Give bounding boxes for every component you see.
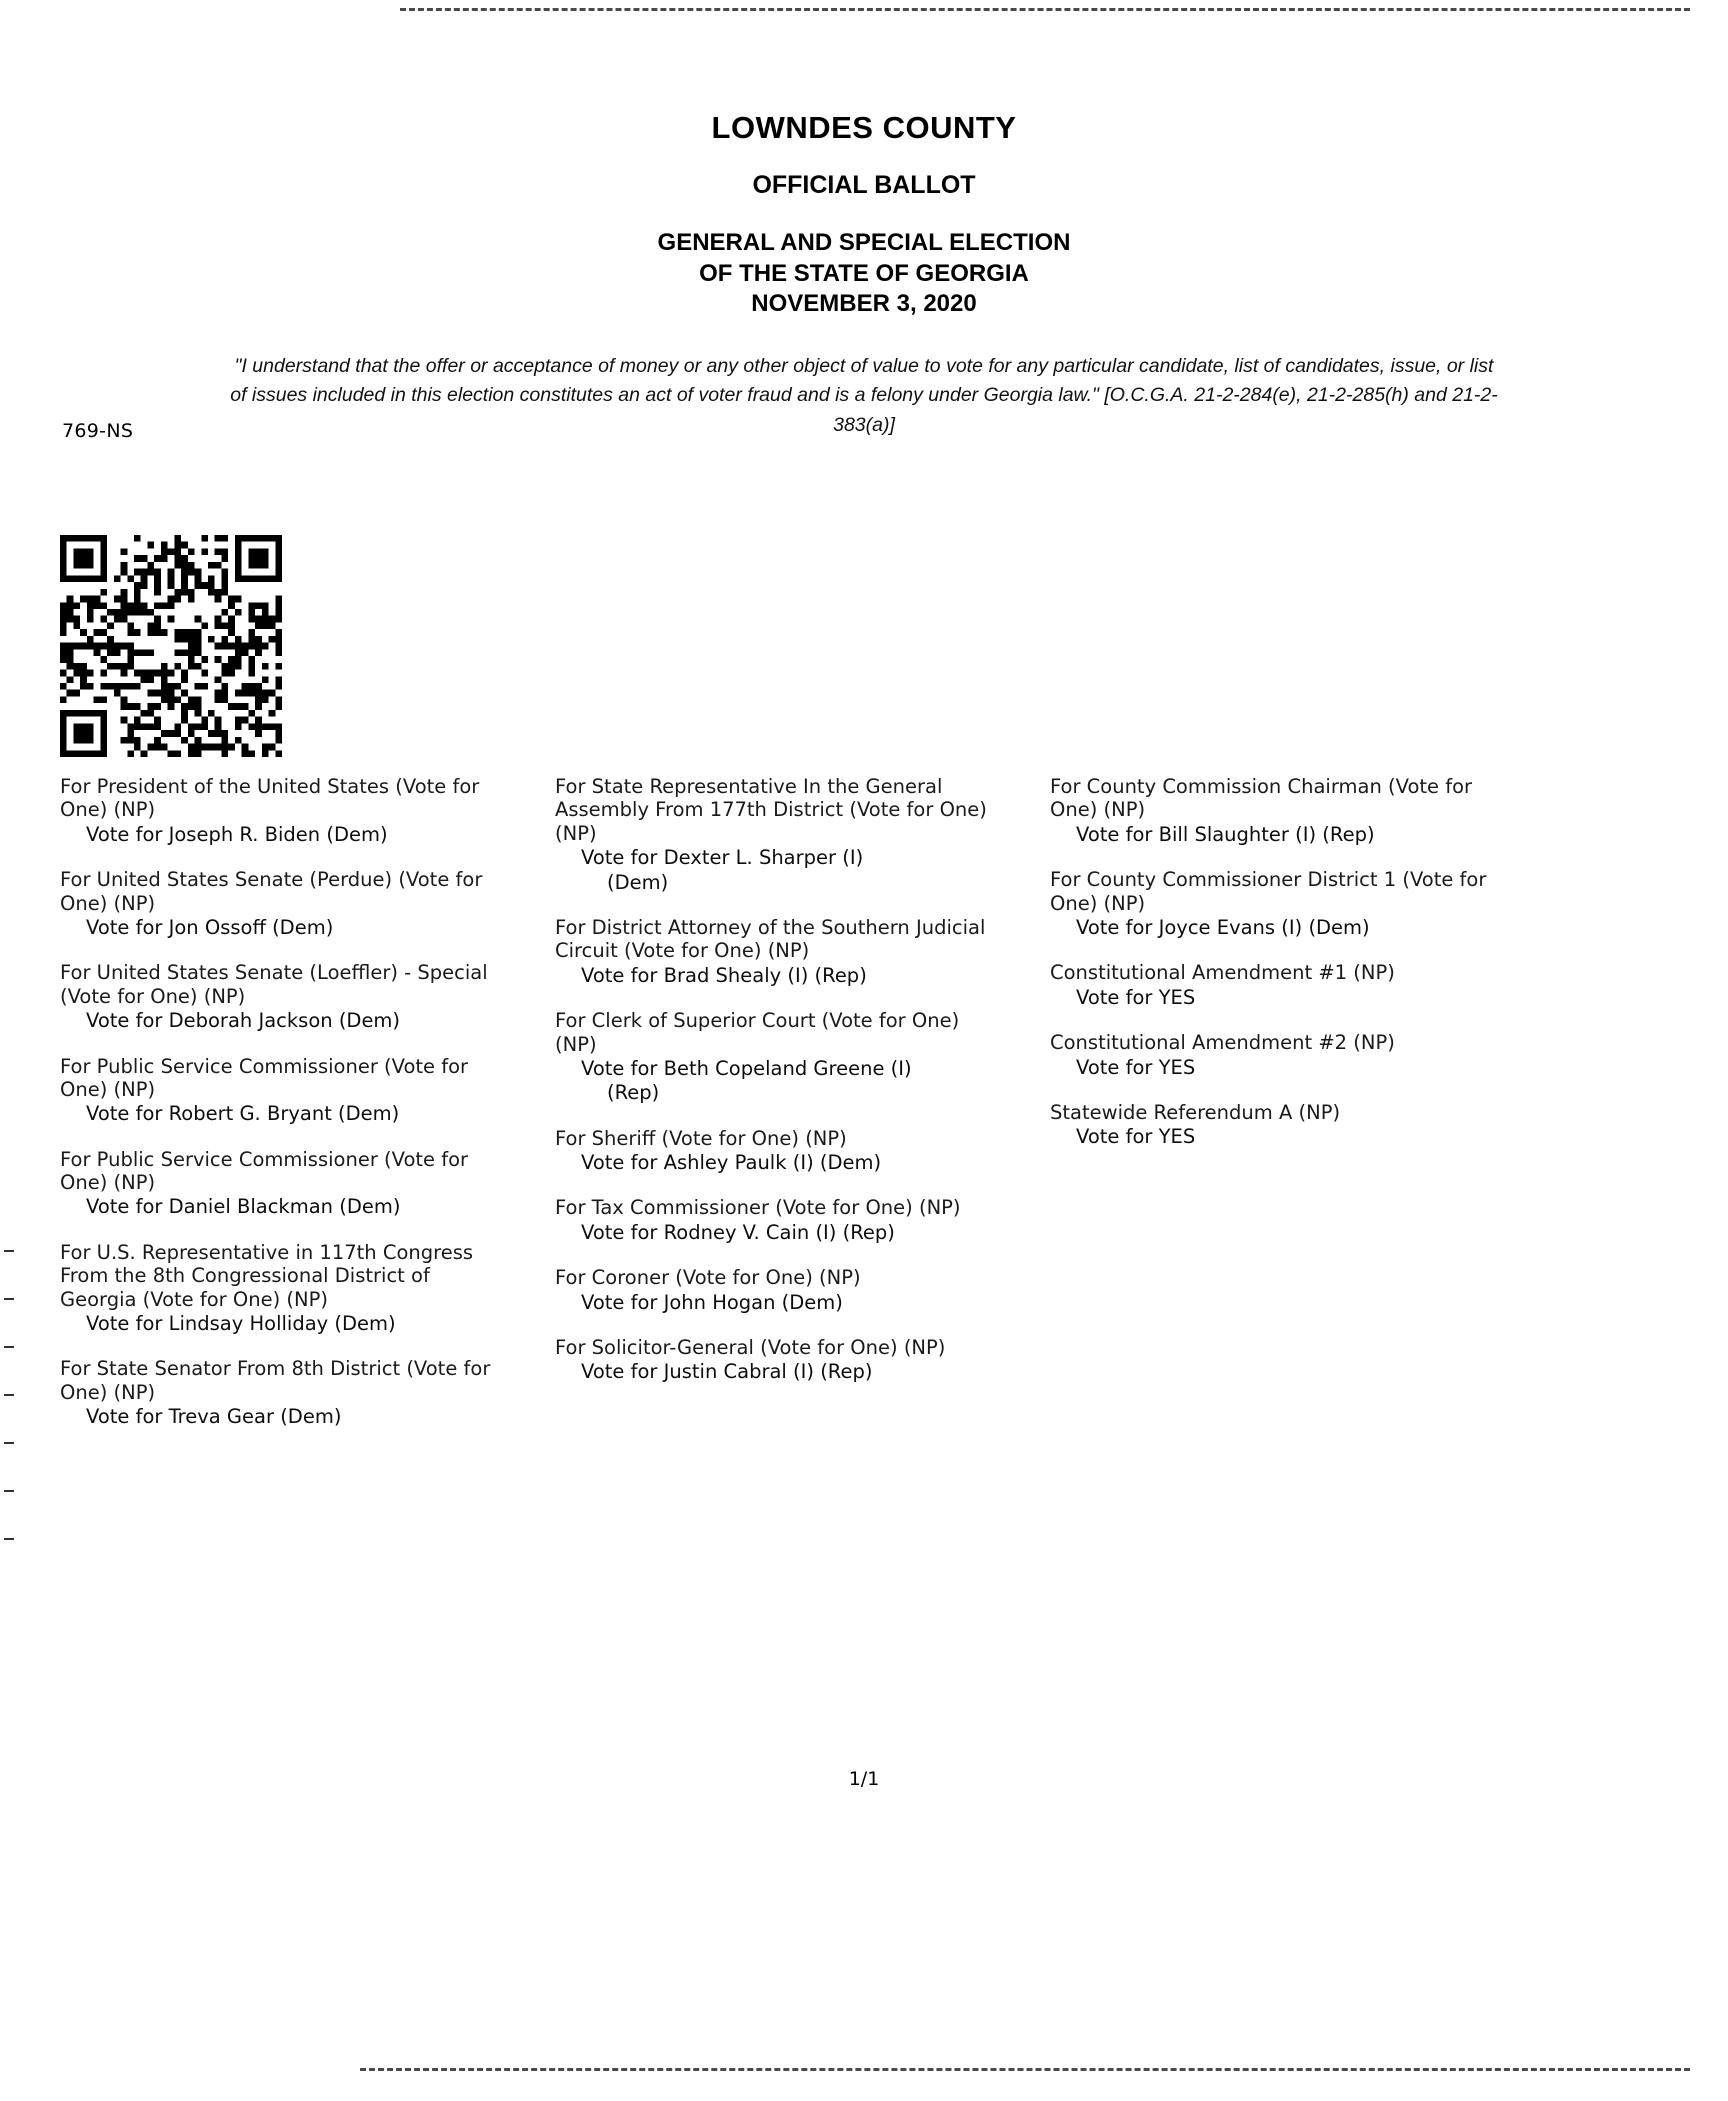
contest-selection: Vote for Joseph R. Biden (Dem)	[86, 822, 388, 846]
contest-selection: Vote for YES	[1076, 1125, 1196, 1149]
contest-title: Constitutional Amendment #1 (NP)	[1050, 961, 1395, 985]
contest-selection: Vote for Daniel Blackman (Dem)	[86, 1195, 401, 1219]
contest-selection: Vote for YES	[1076, 1055, 1196, 1079]
contest-selection: Vote for Ashley Paulk (I) (Dem)	[581, 1151, 882, 1175]
contest-block	[1050, 868, 1490, 939]
contest-title: Constitutional Amendment #2 (NP)	[1050, 1031, 1395, 1055]
contest-title: For County Commission Chairman (Vote for One) (NP)	[1050, 775, 1473, 822]
contest-selection: Vote for Treva Gear (Dem)	[86, 1405, 342, 1429]
ballot-qr-code	[60, 535, 282, 757]
contest-selection: Vote for Justin Cabral (I) (Rep)	[581, 1360, 873, 1384]
contest-block	[555, 775, 995, 894]
contest-selection: Vote for YES	[1076, 985, 1196, 1009]
contest-columns	[60, 775, 1660, 1451]
contest-block	[555, 1009, 995, 1105]
contest-block	[60, 961, 500, 1032]
contest-block	[1050, 961, 1490, 1009]
contest-title: For President of the United States (Vote for One) (NP)	[60, 775, 480, 822]
contest-title: For Public Service Commissioner (Vote for One) (NP)	[60, 1147, 469, 1195]
contest-block	[555, 1127, 995, 1175]
contest-title: For Public Service Commissioner (Vote for One) (NP)	[60, 1054, 469, 1101]
contest-title: For Coroner (Vote for One) (NP)	[555, 1266, 861, 1290]
contest-title: Statewide Referendum A (NP)	[1050, 1100, 1341, 1124]
contest-selection: Vote for Deborah Jackson (Dem)	[86, 1009, 401, 1033]
contest-title: For County Commissioner District 1 (Vote for One) (NP)	[1050, 868, 1487, 915]
contest-block	[555, 1336, 995, 1384]
contest-title: For Sheriff (Vote for One) (NP)	[555, 1126, 847, 1150]
contest-block	[555, 916, 995, 987]
contest-selection-continued: (Dem)	[607, 870, 669, 894]
contest-selection: Vote for Joyce Evans (I) (Dem)	[1076, 915, 1370, 939]
ballot-header	[0, 110, 1728, 320]
contest-block	[60, 775, 500, 846]
contest-title: For Clerk of Superior Court (Vote for One) (NP)	[555, 1009, 960, 1056]
official-ballot-title: OFFICIAL BALLOT	[752, 171, 976, 199]
contest-title: For State Senator From 8th District (Vote for One) (NP)	[60, 1357, 491, 1404]
contest-block	[60, 1148, 500, 1219]
contest-title: For District Attorney of the Southern Judicial Circuit (Vote for One) (NP)	[555, 915, 986, 963]
voter-fraud-oath-text: "I understand that the offer or acceptance of money or any other object of value to vote for any particular candidate, list of candidates, issue, or list of issues included in this election constitutes an act of voter fraud and is a felony under Georgia law." [O.C.G.A. 21-2-284(e), 21-2-285(h) and 21-2-383(a)]	[230, 355, 1498, 436]
contest-title: For Tax Commissioner (Vote for One) (NP)	[555, 1196, 961, 1220]
page-number: 1/1	[848, 1768, 880, 1790]
contest-title: For U.S. Representative in 117th Congress From the 8th Congressional District of Georgia (Vote for One) (NP)	[60, 1240, 474, 1311]
contest-block	[555, 1196, 995, 1244]
election-title-line1: GENERAL AND SPECIAL ELECTION	[657, 229, 1071, 256]
contest-block	[60, 1241, 500, 1336]
contest-block	[1050, 1101, 1490, 1149]
contest-selection: Vote for Beth Copeland Greene (I)	[581, 1056, 912, 1080]
qr-code-canvas	[60, 535, 282, 757]
contest-block	[60, 1357, 500, 1428]
contest-title: For United States Senate (Loeffler) - Special (Vote for One) (NP)	[60, 961, 488, 1008]
contest-block	[555, 1266, 995, 1314]
column-3	[1050, 775, 1490, 1451]
contest-selection-continued: (Rep)	[607, 1081, 660, 1105]
election-date: NOVEMBER 3, 2020	[751, 290, 977, 318]
contest-selection: Vote for Lindsay Holliday (Dem)	[86, 1312, 396, 1336]
contest-selection: Vote for Rodney V. Cain (I) (Rep)	[581, 1220, 895, 1244]
election-title-line2: OF THE STATE OF GEORGIA	[699, 259, 1029, 287]
column-2	[555, 775, 995, 1451]
contest-title: For Solicitor-General (Vote for One) (NP)	[555, 1336, 946, 1360]
county-title: LOWNDES COUNTY	[711, 110, 1017, 145]
contest-block	[60, 1055, 500, 1126]
ballot-style-id: 769-NS	[62, 420, 134, 442]
column-1	[60, 775, 500, 1451]
contest-block	[60, 868, 500, 939]
contest-selection: Vote for Jon Ossoff (Dem)	[86, 915, 334, 939]
election-title	[0, 228, 1728, 320]
contest-selection: Vote for Dexter L. Sharper (I)	[581, 846, 864, 870]
contest-selection: Vote for Bill Slaughter (I) (Rep)	[1076, 822, 1375, 846]
contest-block	[1050, 775, 1490, 846]
contest-selection: Vote for Brad Shealy (I) (Rep)	[581, 963, 867, 987]
contest-block	[1050, 1031, 1490, 1079]
contest-selection: Vote for Robert G. Bryant (Dem)	[86, 1102, 400, 1126]
contest-title: For State Representative In the General Assembly From 177th District (Vote for One) (NP)	[555, 775, 987, 845]
contest-title: For United States Senate (Perdue) (Vote for One) (NP)	[60, 868, 483, 915]
contest-selection: Vote for John Hogan (Dem)	[581, 1290, 843, 1314]
